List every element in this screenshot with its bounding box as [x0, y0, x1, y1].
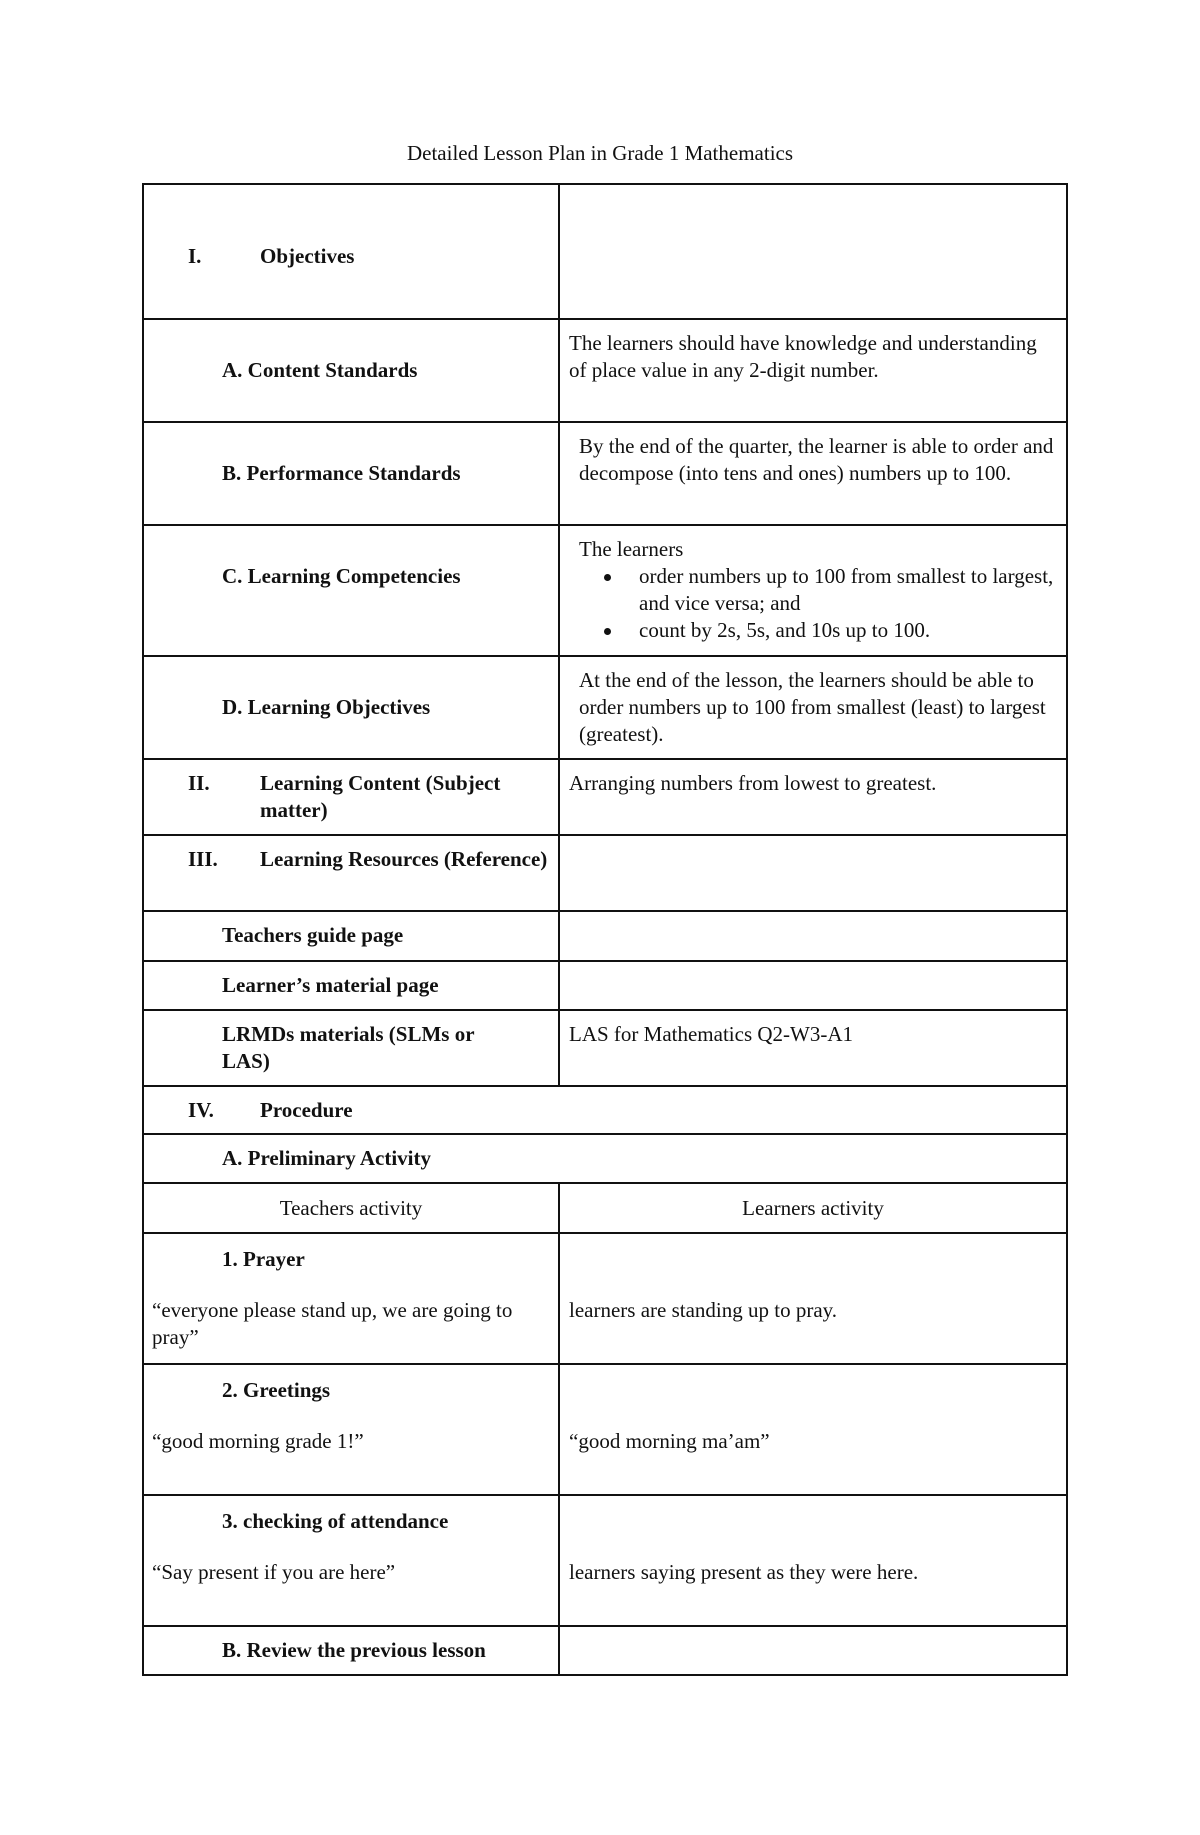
learning-competencies-list	[579, 563, 1056, 644]
table-row	[143, 1134, 1067, 1183]
greetings-label: 2. Greetings	[222, 1378, 331, 1402]
greetings-cell	[143, 1364, 559, 1495]
table-row	[143, 525, 1067, 656]
learning-objectives-value-cell	[559, 656, 1067, 759]
table-row	[143, 319, 1067, 422]
learning-competencies-label: C. Learning Competencies	[222, 564, 461, 588]
list-item: order numbers up to 100 from smallest to largest, and vice versa; and	[639, 563, 1056, 617]
performance-standards-label: B. Performance Standards	[222, 461, 461, 485]
list-item: count by 2s, 5s, and 10s up to 100.	[639, 617, 1056, 644]
table-row	[143, 1086, 1067, 1134]
procedure-label: Procedure	[260, 1098, 353, 1122]
attendance-teacher-text: “Say present if you are here”	[152, 1560, 396, 1584]
greetings-teacher-text: “good morning grade 1!”	[152, 1429, 364, 1453]
table-row	[143, 656, 1067, 759]
attendance-cell	[143, 1495, 559, 1626]
lrmds-cell	[143, 1010, 559, 1086]
learning-objectives-label: D. Learning Objectives	[222, 695, 431, 719]
procedure-numeral: IV.	[188, 1098, 214, 1122]
attendance-learner-cell	[559, 1495, 1067, 1626]
lesson-plan-table	[142, 183, 1068, 1676]
content-standards-label: A. Content Standards	[222, 358, 418, 382]
table-row	[143, 1495, 1067, 1626]
table-row	[143, 1183, 1067, 1233]
objectives-numeral: I.	[188, 244, 202, 268]
document-title: Detailed Lesson Plan in Grade 1 Mathematics	[406, 141, 794, 165]
table-row	[143, 1010, 1067, 1086]
learning-resources-cell	[143, 835, 559, 911]
attendance-label: 3. checking of attendance	[222, 1509, 449, 1533]
prayer-label: 1. Prayer	[222, 1247, 305, 1271]
teachers-guide-label: Teachers guide page	[222, 923, 404, 947]
table-row	[143, 1233, 1067, 1364]
learning-content-label: Learning Content (Subject matter)	[260, 771, 501, 822]
performance-standards-text: By the end of the quarter, the learner is able to order and decompose (into tens and ones) numbers up to 100.	[579, 434, 1054, 485]
attendance-learner-text: learners saying present as they were here.	[569, 1560, 919, 1584]
teachers-guide-cell	[143, 911, 559, 961]
review-cell	[143, 1626, 559, 1675]
learning-objectives-text: At the end of the lesson, the learners should be able to order numbers up to 100 from smallest (least) to largest (greatest).	[579, 668, 1046, 746]
learning-resources-label: Learning Resources (Reference)	[260, 847, 548, 871]
greetings-learner-cell	[559, 1364, 1067, 1495]
review-label: B. Review the previous lesson	[222, 1638, 486, 1662]
table-row	[143, 1364, 1067, 1495]
teachers-guide-value-cell	[559, 911, 1067, 961]
lrmds-value-cell	[559, 1010, 1067, 1086]
teacher-activity-header: Teachers activity	[279, 1196, 423, 1220]
prayer-learner-text: learners are standing up to pray.	[569, 1298, 838, 1322]
learners-material-cell	[143, 961, 559, 1010]
table-row	[143, 759, 1067, 835]
table-row	[143, 1626, 1067, 1675]
preliminary-cell	[143, 1134, 1067, 1183]
objectives-value-cell	[559, 184, 1067, 319]
performance-standards-value-cell	[559, 422, 1067, 525]
learning-content-cell	[143, 759, 559, 835]
table-row	[143, 911, 1067, 961]
learners-material-value-cell	[559, 961, 1067, 1010]
table-row	[143, 184, 1067, 319]
greetings-learner-text: “good morning ma’am”	[569, 1429, 770, 1453]
learning-competencies-intro: The learners	[579, 537, 684, 561]
learning-content-text: Arranging numbers from lowest to greatest.	[569, 771, 937, 795]
learning-content-numeral: II.	[188, 771, 210, 795]
content-standards-cell	[143, 319, 559, 422]
prayer-cell	[143, 1233, 559, 1364]
learning-competencies-cell	[143, 525, 559, 656]
procedure-cell	[143, 1086, 1067, 1134]
prayer-teacher-text: “everyone please stand up, we are going to pray”	[152, 1298, 513, 1349]
performance-standards-cell	[143, 422, 559, 525]
table-row	[143, 422, 1067, 525]
objectives-cell	[143, 184, 559, 319]
teacher-activity-header-cell	[143, 1183, 559, 1233]
learner-activity-header: Learners activity	[742, 1196, 884, 1220]
learners-material-label: Learner’s material page	[222, 973, 439, 997]
content-standards-text: The learners should have knowledge and understanding of place value in any 2-digit number.	[569, 331, 1037, 382]
table-row	[143, 961, 1067, 1010]
preliminary-label: A. Preliminary Activity	[222, 1146, 431, 1170]
objectives-label: Objectives	[260, 244, 355, 268]
lrmds-text: LAS for Mathematics Q2-W3-A1	[569, 1022, 854, 1046]
learning-competencies-value-cell	[559, 525, 1067, 656]
learning-resources-value-cell	[559, 835, 1067, 911]
learning-content-value-cell	[559, 759, 1067, 835]
learning-resources-numeral: III.	[188, 847, 218, 871]
content-standards-value-cell	[559, 319, 1067, 422]
learner-activity-header-cell	[559, 1183, 1067, 1233]
learning-objectives-cell	[143, 656, 559, 759]
prayer-learner-cell	[559, 1233, 1067, 1364]
lrmds-label: LRMDs materials (SLMs or LAS)	[222, 1022, 475, 1073]
table-row	[143, 835, 1067, 911]
review-value-cell	[559, 1626, 1067, 1675]
